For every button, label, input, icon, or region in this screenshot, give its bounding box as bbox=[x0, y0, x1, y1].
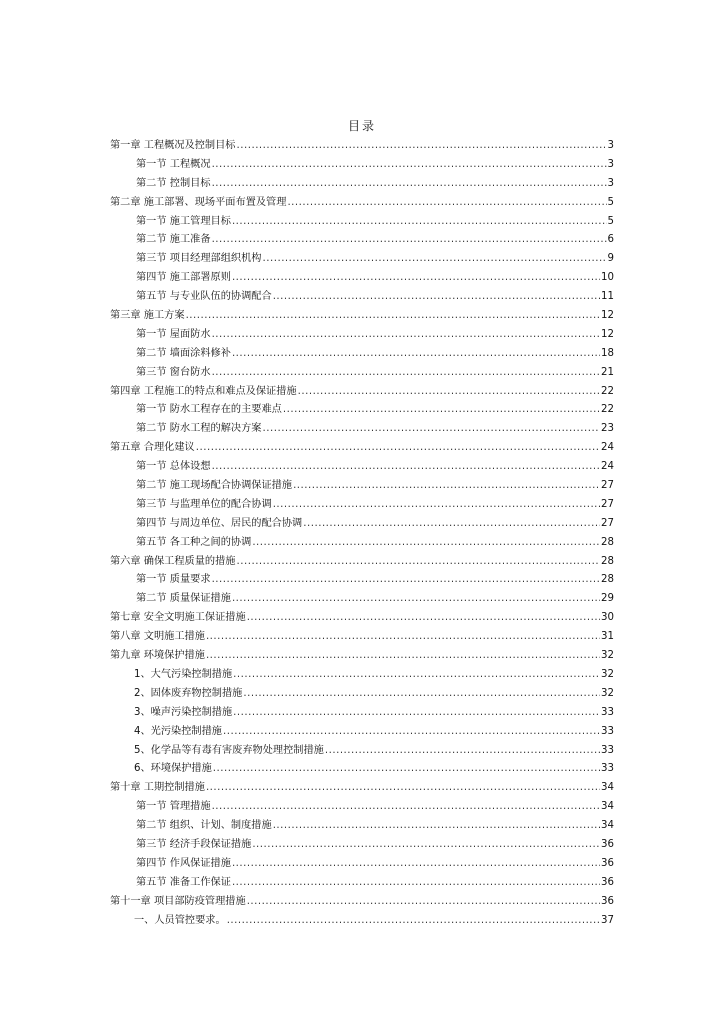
toc-chapter-entry[interactable] bbox=[110, 383, 614, 402]
toc-entry-label: 第三章 施工方案 bbox=[110, 310, 185, 322]
toc-entry-label: 第三节 窗台防水 bbox=[136, 366, 211, 378]
toc-entry-page-number: 27 bbox=[601, 480, 614, 492]
toc-entry-page-number: 36 bbox=[601, 876, 614, 888]
toc-dot-leader bbox=[232, 345, 600, 364]
toc-dot-leader bbox=[273, 496, 600, 515]
toc-list bbox=[110, 137, 614, 930]
toc-section-entry[interactable] bbox=[110, 912, 614, 931]
toc-dot-leader bbox=[252, 836, 600, 855]
toc-section-entry[interactable] bbox=[110, 515, 614, 534]
toc-section-entry[interactable] bbox=[110, 704, 614, 723]
toc-dot-leader bbox=[273, 817, 600, 836]
toc-dot-leader bbox=[212, 364, 600, 383]
toc-entry-page-number: 24 bbox=[601, 461, 614, 473]
toc-entry-label: 5、化学品等有毒有害废弃物处理控制措施 bbox=[134, 744, 324, 756]
toc-entry-label: 第二节 组织、计划、制度措施 bbox=[136, 820, 272, 832]
toc-section-entry[interactable] bbox=[110, 836, 614, 855]
toc-section-entry[interactable] bbox=[110, 590, 614, 609]
toc-section-entry[interactable] bbox=[110, 742, 614, 761]
toc-dot-leader bbox=[237, 553, 601, 572]
toc-entry-page-number: 3 bbox=[607, 158, 614, 170]
toc-dot-leader bbox=[206, 779, 600, 798]
toc-chapter-entry[interactable] bbox=[110, 893, 614, 912]
toc-section-entry[interactable] bbox=[110, 817, 614, 836]
toc-dot-leader bbox=[298, 383, 600, 402]
toc-entry-label: 第一节 质量要求 bbox=[136, 574, 211, 586]
toc-section-entry[interactable] bbox=[110, 175, 614, 194]
toc-section-entry[interactable] bbox=[110, 666, 614, 685]
toc-entry-page-number: 31 bbox=[601, 631, 614, 643]
toc-entry-label: 第二节 质量保证措施 bbox=[136, 593, 231, 605]
toc-entry-label: 2、固体废弃物控制措施 bbox=[134, 687, 243, 699]
toc-entry-page-number: 5 bbox=[607, 215, 614, 227]
toc-entry-page-number: 37 bbox=[601, 914, 614, 926]
toc-entry-label: 第一节 工程概况 bbox=[136, 158, 211, 170]
toc-entry-page-number: 6 bbox=[607, 234, 614, 246]
toc-entry-label: 第四节 施工部署原则 bbox=[136, 272, 231, 284]
toc-entry-page-number: 36 bbox=[601, 857, 614, 869]
toc-section-entry[interactable] bbox=[110, 477, 614, 496]
toc-entry-label: 第四章 工程施工的特点和难点及保证措施 bbox=[110, 385, 297, 397]
toc-section-entry[interactable] bbox=[110, 685, 614, 704]
toc-entry-label: 第九章 环境保护措施 bbox=[110, 650, 205, 662]
toc-dot-leader bbox=[212, 175, 607, 194]
toc-dot-leader bbox=[212, 156, 607, 175]
toc-dot-leader bbox=[227, 912, 600, 931]
toc-dot-leader bbox=[232, 855, 600, 874]
toc-dot-leader bbox=[283, 401, 600, 420]
toc-dot-leader bbox=[252, 534, 600, 553]
toc-dot-leader bbox=[212, 798, 600, 817]
toc-entry-label: 第八章 文明施工措施 bbox=[110, 631, 205, 643]
toc-entry-label: 第一节 施工管理目标 bbox=[136, 215, 231, 227]
toc-section-entry[interactable] bbox=[110, 458, 614, 477]
toc-section-entry[interactable] bbox=[110, 231, 614, 250]
toc-section-entry[interactable] bbox=[110, 874, 614, 893]
toc-entry-page-number: 28 bbox=[601, 536, 614, 548]
toc-entry-page-number: 33 bbox=[601, 706, 614, 718]
toc-entry-page-number: 12 bbox=[601, 310, 614, 322]
toc-section-entry[interactable] bbox=[110, 326, 614, 345]
toc-dot-leader bbox=[263, 420, 601, 439]
toc-entry-label: 第四节 与周边单位、居民的配合协调 bbox=[136, 517, 303, 529]
toc-dot-leader bbox=[233, 704, 600, 723]
toc-entry-label: 第二节 施工现场配合协调保证措施 bbox=[136, 480, 293, 492]
toc-chapter-entry[interactable] bbox=[110, 439, 614, 458]
toc-entry-label: 3、噪声污染控制措施 bbox=[134, 706, 233, 718]
toc-entry-page-number: 28 bbox=[601, 555, 614, 567]
toc-entry-page-number: 27 bbox=[601, 498, 614, 510]
toc-entry-label: 4、光污染控制措施 bbox=[134, 725, 222, 737]
toc-entry-page-number: 34 bbox=[601, 782, 614, 794]
toc-section-entry[interactable] bbox=[110, 534, 614, 553]
toc-section-entry[interactable] bbox=[110, 156, 614, 175]
toc-entry-page-number: 22 bbox=[601, 385, 614, 397]
toc-dot-leader bbox=[196, 439, 600, 458]
toc-section-entry[interactable] bbox=[110, 269, 614, 288]
toc-section-entry[interactable] bbox=[110, 364, 614, 383]
toc-title: 目录 bbox=[347, 119, 376, 133]
toc-entry-page-number: 24 bbox=[601, 442, 614, 454]
toc-dot-leader bbox=[325, 742, 600, 761]
toc-entry-label: 第三节 经济手段保证措施 bbox=[136, 838, 252, 850]
toc-dot-leader bbox=[223, 723, 600, 742]
toc-section-entry[interactable] bbox=[110, 250, 614, 269]
toc-chapter-entry[interactable] bbox=[110, 647, 614, 666]
toc-chapter-entry[interactable] bbox=[110, 628, 614, 647]
toc-section-entry[interactable] bbox=[110, 401, 614, 420]
toc-section-entry[interactable] bbox=[110, 760, 614, 779]
toc-entry-label: 第六章 确保工程质量的措施 bbox=[110, 555, 236, 567]
toc-entry-page-number: 32 bbox=[601, 650, 614, 662]
toc-dot-leader bbox=[237, 137, 607, 156]
toc-dot-leader bbox=[212, 458, 600, 477]
toc-chapter-entry[interactable] bbox=[110, 779, 614, 798]
toc-entry-page-number: 30 bbox=[601, 612, 614, 624]
toc-entry-page-number: 32 bbox=[601, 668, 614, 680]
toc-entry-page-number: 34 bbox=[601, 801, 614, 813]
toc-dot-leader bbox=[247, 609, 600, 628]
toc-section-entry[interactable] bbox=[110, 571, 614, 590]
toc-entry-label: 第五节 各工种之间的协调 bbox=[136, 536, 252, 548]
toc-entry-page-number: 34 bbox=[601, 820, 614, 832]
toc-dot-leader bbox=[233, 666, 600, 685]
toc-entry-label: 1、大气污染控制措施 bbox=[134, 668, 233, 680]
toc-entry-label: 第十一章 项目部防疫管理措施 bbox=[110, 895, 246, 907]
toc-entry-label: 第一节 管理措施 bbox=[136, 801, 211, 813]
toc-entry-label: 第二章 施工部署、现场平面布置及管理 bbox=[110, 196, 287, 208]
toc-dot-leader bbox=[303, 515, 600, 534]
toc-entry-page-number: 10 bbox=[601, 272, 614, 284]
toc-dot-leader bbox=[273, 288, 600, 307]
toc-dot-leader bbox=[263, 250, 607, 269]
toc-entry-label: 第一节 总体设想 bbox=[136, 461, 211, 473]
toc-entry-page-number: 18 bbox=[601, 347, 614, 359]
toc-entry-label: 第四节 作风保证措施 bbox=[136, 857, 231, 869]
toc-entry-label: 第七章 安全文明施工保证措施 bbox=[110, 612, 246, 624]
toc-dot-leader bbox=[243, 685, 600, 704]
toc-dot-leader bbox=[206, 647, 600, 666]
toc-entry-page-number: 23 bbox=[601, 423, 614, 435]
toc-entry-page-number: 12 bbox=[601, 328, 614, 340]
toc-entry-label: 第五章 合理化建议 bbox=[110, 442, 195, 454]
toc-dot-leader bbox=[212, 231, 607, 250]
toc-entry-label: 第二节 防水工程的解决方案 bbox=[136, 423, 262, 435]
toc-entry-label: 第十章 工期控制措施 bbox=[110, 782, 205, 794]
toc-chapter-entry[interactable] bbox=[110, 194, 614, 213]
toc-entry-label: 第三节 与监理单位的配合协调 bbox=[136, 498, 272, 510]
toc-entry-page-number: 36 bbox=[601, 838, 614, 850]
toc-entry-label: 第一节 屋面防水 bbox=[136, 328, 211, 340]
toc-entry-page-number: 32 bbox=[601, 687, 614, 699]
toc-dot-leader bbox=[206, 628, 600, 647]
toc-chapter-entry[interactable] bbox=[110, 307, 614, 326]
toc-dot-leader bbox=[247, 893, 600, 912]
toc-dot-leader bbox=[212, 326, 600, 345]
toc-dot-leader bbox=[186, 307, 600, 326]
toc-entry-label: 一、人员管控要求。 bbox=[134, 914, 226, 926]
toc-entry-page-number: 28 bbox=[601, 574, 614, 586]
toc-entry-page-number: 33 bbox=[601, 725, 614, 737]
toc-section-entry[interactable] bbox=[110, 723, 614, 742]
toc-chapter-entry[interactable] bbox=[110, 553, 614, 572]
toc-entry-page-number: 21 bbox=[601, 366, 614, 378]
toc-entry-label: 第二节 控制目标 bbox=[136, 177, 211, 189]
toc-entry-label: 第五节 与专业队伍的协调配合 bbox=[136, 291, 272, 303]
toc-section-entry[interactable] bbox=[110, 213, 614, 232]
toc-entry-label: 第一节 防水工程存在的主要难点 bbox=[136, 404, 282, 416]
toc-entry-label: 第五节 准备工作保证 bbox=[136, 876, 231, 888]
toc-section-entry[interactable] bbox=[110, 496, 614, 515]
toc-dot-leader bbox=[212, 571, 600, 590]
toc-dot-leader bbox=[232, 590, 600, 609]
toc-section-entry[interactable] bbox=[110, 798, 614, 817]
toc-dot-leader bbox=[232, 213, 607, 232]
toc-dot-leader bbox=[232, 269, 600, 288]
toc-entry-page-number: 5 bbox=[607, 196, 614, 208]
toc-section-entry[interactable] bbox=[110, 855, 614, 874]
toc-dot-leader bbox=[287, 194, 606, 213]
toc-entry-label: 6、环境保护措施 bbox=[134, 763, 212, 775]
toc-chapter-entry[interactable] bbox=[110, 137, 614, 156]
toc-entry-label: 第二节 施工准备 bbox=[136, 234, 211, 246]
toc-dot-leader bbox=[213, 760, 600, 779]
toc-section-entry[interactable] bbox=[110, 420, 614, 439]
toc-dot-leader bbox=[232, 874, 600, 893]
toc-entry-page-number: 9 bbox=[607, 253, 614, 265]
toc-entry-page-number: 33 bbox=[601, 744, 614, 756]
toc-entry-page-number: 36 bbox=[601, 895, 614, 907]
toc-entry-label: 第二节 墙面涂料修补 bbox=[136, 347, 231, 359]
toc-entry-page-number: 22 bbox=[601, 404, 614, 416]
toc-section-entry[interactable] bbox=[110, 288, 614, 307]
toc-dot-leader bbox=[293, 477, 600, 496]
toc-entry-page-number: 27 bbox=[601, 517, 614, 529]
toc-entry-page-number: 3 bbox=[607, 177, 614, 189]
toc-entry-page-number: 29 bbox=[601, 593, 614, 605]
toc-entry-label: 第一章 工程概况及控制目标 bbox=[110, 140, 236, 151]
toc-chapter-entry[interactable] bbox=[110, 609, 614, 628]
toc-entry-page-number: 3 bbox=[607, 140, 614, 151]
toc-entry-page-number: 33 bbox=[601, 763, 614, 775]
toc-entry-label: 第三节 项目经理部组织机构 bbox=[136, 253, 262, 265]
toc-section-entry[interactable] bbox=[110, 345, 614, 364]
toc-entry-page-number: 11 bbox=[601, 291, 614, 303]
